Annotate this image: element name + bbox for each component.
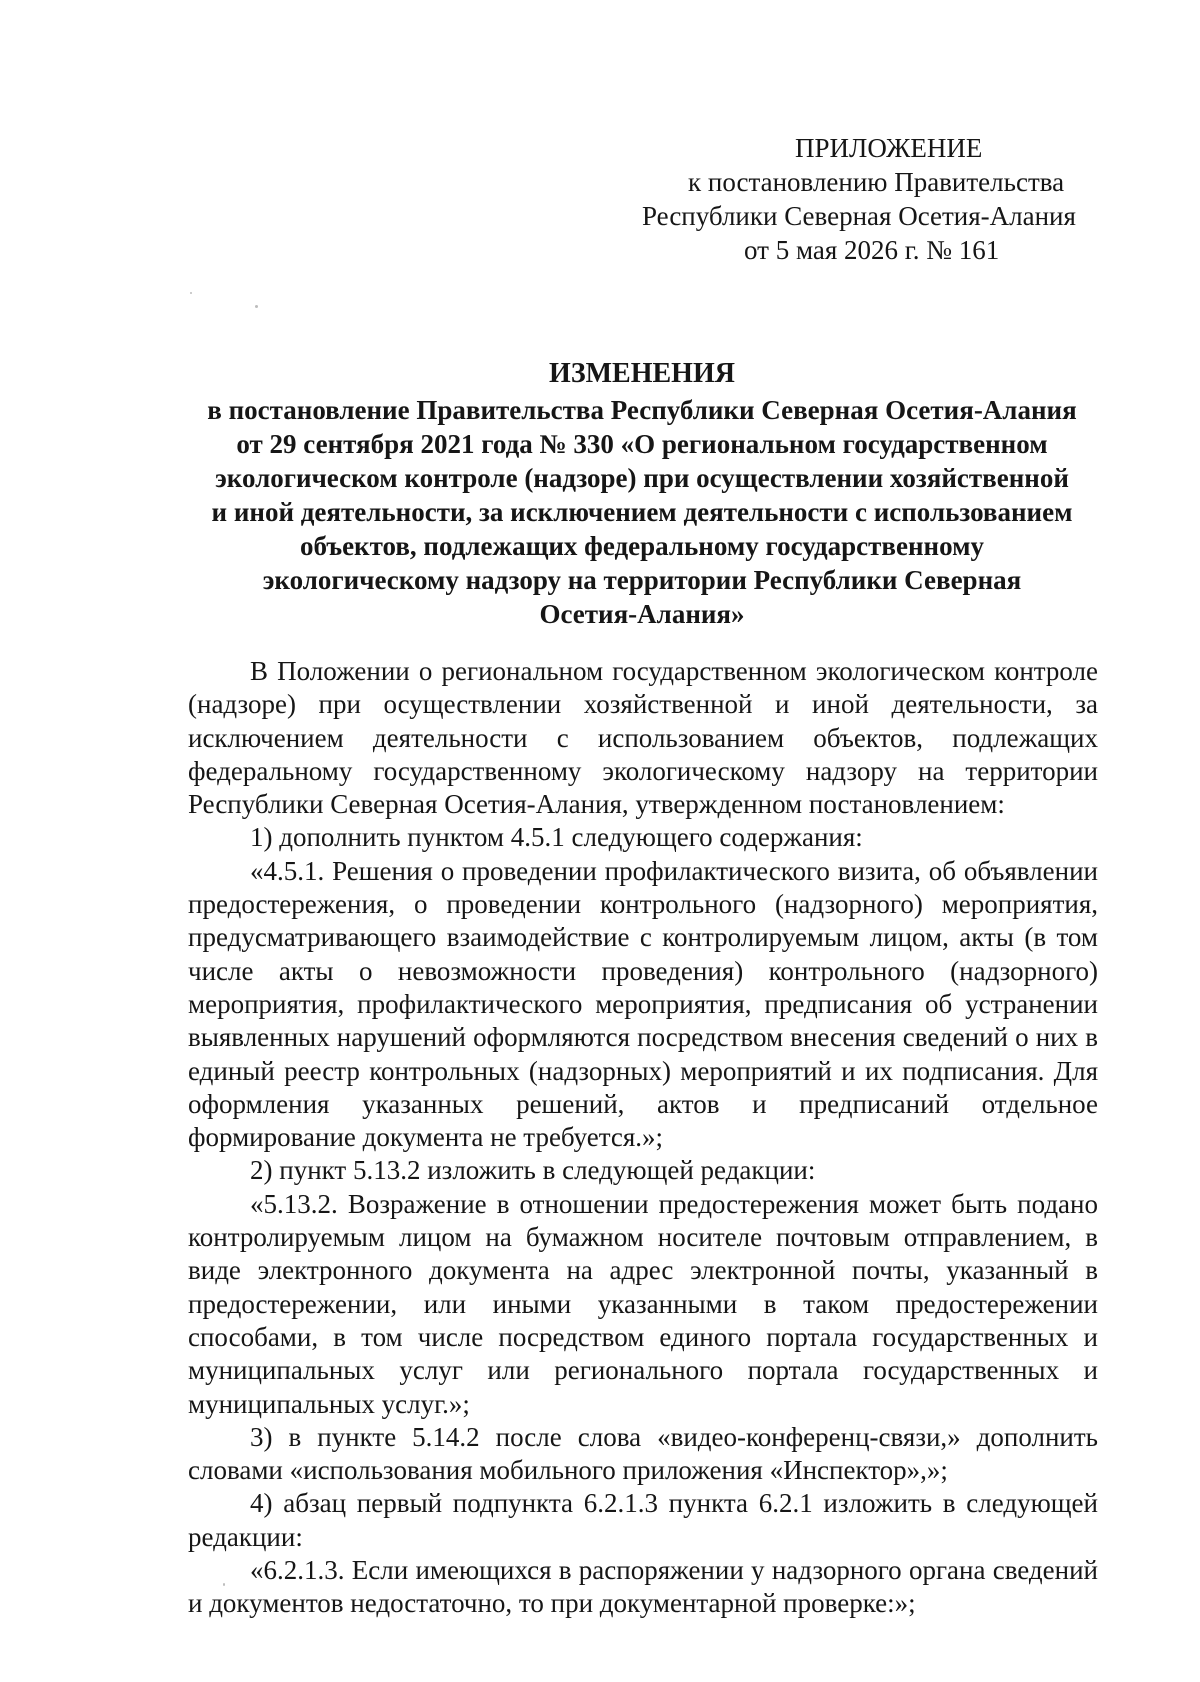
scan-speck (190, 292, 192, 294)
document-title: ИЗМЕНЕНИЯ (549, 358, 735, 389)
scan-speck (255, 305, 258, 308)
amendment-item-2-text: «5.13.2. Возражение в отношении предостережения может быть подано контролируемым лицом на бумажном носителе почтовым отправлением, в виде электронного документа на адрес электронной почты, указанный в предостережении, или иными указанными в таком предостережении способами, в том числе посредством единого портала государственных и муниципальных услуг или регионального портала государственных и муниципальных услуг.»; (188, 1188, 1098, 1419)
appendix-line-date-number: от 5 мая 2026 г. № 161 (744, 235, 1000, 265)
amendment-item-2: 2) пункт 5.13.2 изложить в следующей редакции: (250, 1155, 816, 1186)
amendment-item-4-text: «6.2.1.3. Если имеющихся в распоряжении у надзорного органа сведений и документов недостаточно, то при документарной проверке:»; (188, 1555, 1098, 1619)
subtitle-line: от 29 сентября 2021 года № 330 «О региональном государственном (236, 429, 1048, 459)
intro-paragraph: В Положении о региональном государственном экологическом контроле (надзоре) при осуществлении хозяйственной и иной деятельности, за исключением деятельности с использованием объектов, подлежащих федеральному государственному экологическому надзору на территории Республики Северная Осетия-Алания, утвержденном постановлением: (188, 656, 1098, 820)
subtitle-line: экологическом контроле (надзоре) при осуществлении хозяйственной (215, 463, 1069, 493)
subtitle-line: и иной деятельности, за исключением деятельности с использованием (211, 497, 1073, 527)
document-body (188, 655, 1098, 1621)
scan-speck (223, 1583, 225, 1586)
subtitle-line: экологическому надзору на территории Республики Северная (262, 565, 1022, 595)
subtitle-line: Осетия-Алания» (539, 599, 745, 629)
subtitle-line: объектов, подлежащих федеральному государственному (300, 531, 984, 561)
amendment-item-4: 4) абзац первый подпункта 6.2.1.3 пункта 6.2.1 изложить в следующей редакции: (188, 1488, 1098, 1552)
amendment-item-3: 3) в пункте 5.14.2 после слова «видео-конференц-связи,» дополнить словами «использования мобильного приложения «Инспектор»,»; (188, 1421, 1098, 1486)
subtitle-line: в постановление Правительства Республики Северная Осетия-Алания (207, 395, 1077, 425)
appendix-line-republic: Республики Северная Осетия-Алания (642, 201, 1076, 231)
appendix-title: ПРИЛОЖЕНИЕ (795, 133, 983, 163)
amendment-item-1-text: «4.5.1. Решения о проведении профилактического визита, об объявлении предостережения, о проведении контрольного (надзорного) мероприятия, предусматривающего взаимодействие с контролируемым лицом, акты (в том числе акты о невозможности проведения) контрольного (надзорного) мероприятия, профилактического мероприятия, предписания об устранении выявленных нарушений оформляются посредством внесения сведений о них в единый реестр контрольных (надзорных) мероприятий и их подписания. Для оформления указанных решений, актов и предписаний отдельное формирование документа не требуется.»; (188, 855, 1098, 1153)
amendment-item-1: 1) дополнить пунктом 4.5.1 следующего содержания: (250, 822, 863, 853)
document-subtitle (178, 393, 1106, 631)
appendix-line-decree: к постановлению Правительства (688, 167, 1065, 197)
